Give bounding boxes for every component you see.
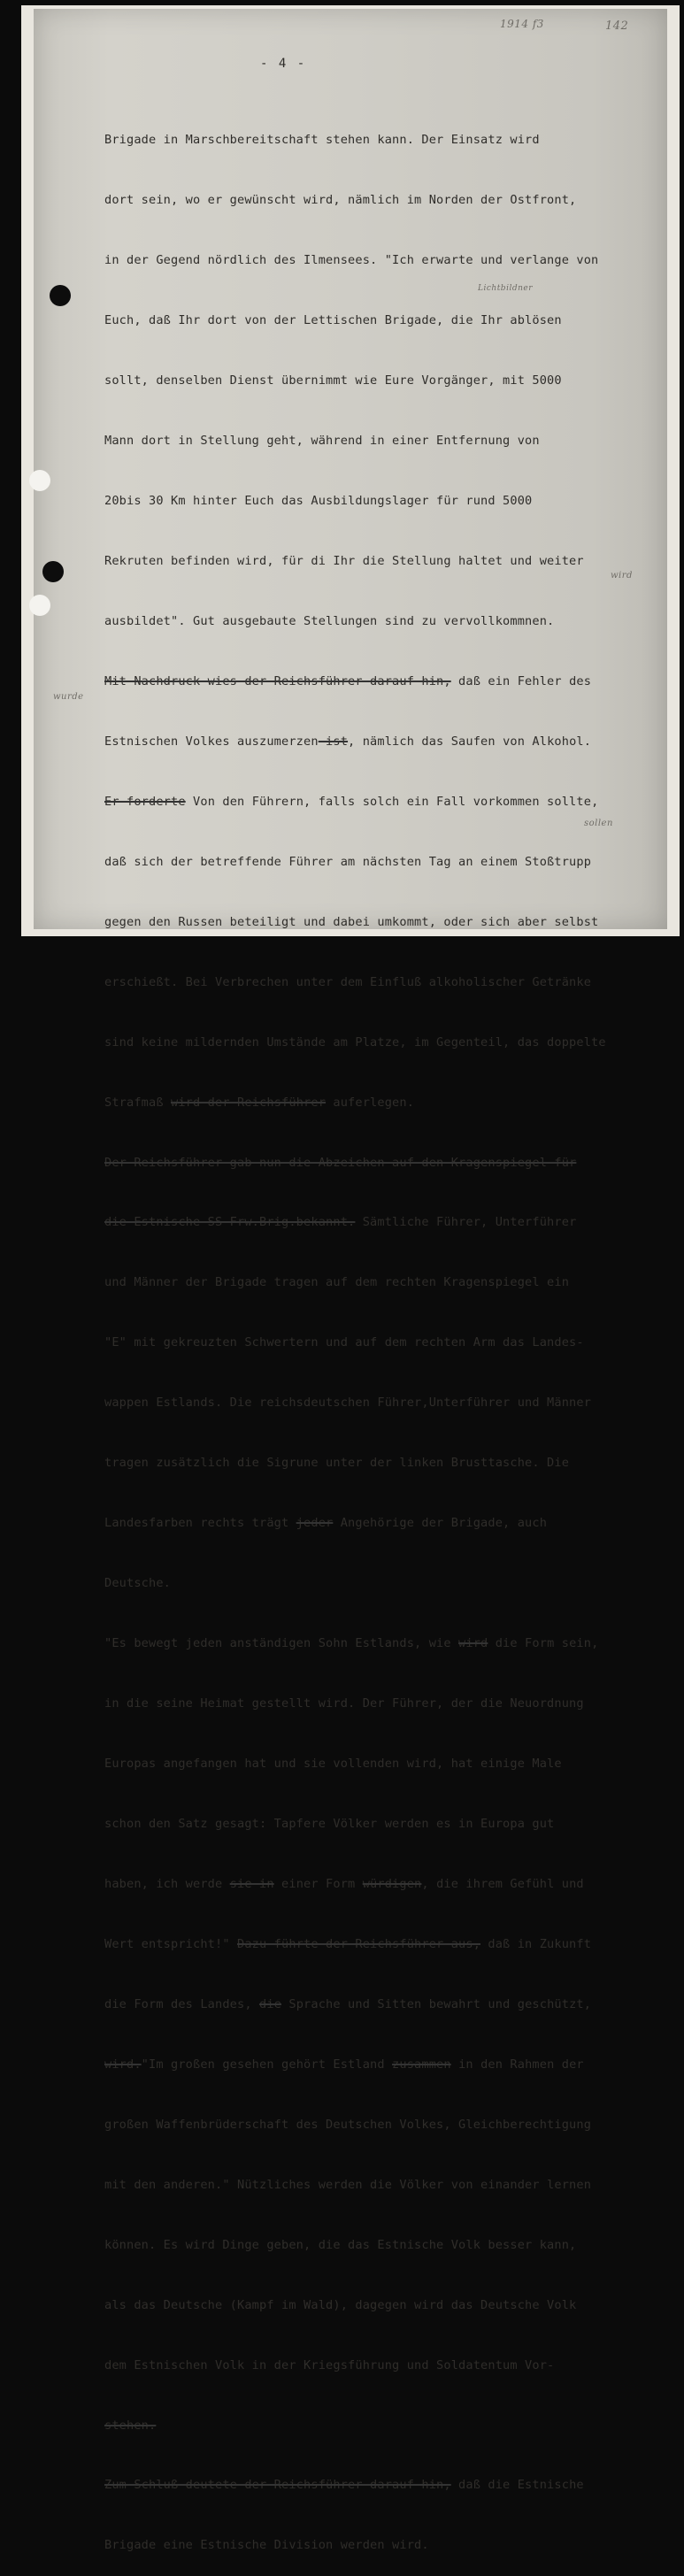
- text-line: [104, 1513, 653, 1534]
- struck-text: stehen.: [104, 2418, 157, 2433]
- struck-text: ist: [318, 734, 349, 749]
- struck-text: Mit Nachdruck wies der Reichsführer darauf hin,: [104, 673, 451, 688]
- text-line: großen Waffenbrüderschaft des Deutschen Volkes, Gleichberechtigung: [104, 2117, 592, 2132]
- text-line: dem Estnischen Volk in der Kriegsführung und Soldatentum Vor-: [104, 2357, 555, 2372]
- text-segment: auferlegen.: [326, 1095, 415, 1110]
- text-line: [104, 792, 653, 812]
- punch-hole-3: [42, 561, 64, 582]
- struck-text: Er forderte: [104, 794, 186, 809]
- text-line: wappen Estlands. Die reichsdeutschen Führer,Unterführer und Männer: [104, 1396, 592, 1411]
- text-segment: "Es bewegt jeden anständigen Sohn Estlands, wie: [104, 1636, 459, 1651]
- text-line: [104, 2475, 653, 2495]
- text-line: Euch, daß Ihr dort von der Lettischen Brigade, die Ihr ablösen: [104, 313, 562, 328]
- text-line: tragen zusätzlich die Sigrune unter der linken Brusttasche. Die: [104, 1456, 570, 1471]
- text-line: Rekruten befinden wird, für di Ihr die Stellung haltet und weiter: [104, 553, 584, 568]
- top-annotation-1: 1914 f3: [500, 18, 544, 30]
- struck-text: wird der Reichsführer: [171, 1095, 327, 1110]
- text-line: [104, 732, 653, 752]
- text-line: ausbildet". Gut ausgebaute Stellungen sind zu vervollkommnen.: [104, 613, 555, 628]
- struck-text: wird: [458, 1636, 488, 1651]
- text-line: [104, 1212, 653, 1233]
- text-line: [104, 1874, 653, 1895]
- struck-text: wird.: [104, 2057, 142, 2072]
- text-line: sind keine mildernden Umstände am Platze, im Gegenteil, das doppelte: [104, 1034, 606, 1050]
- text-line: [104, 1934, 653, 1955]
- text-segment: Estnischen Volkes auszumerzen: [104, 734, 319, 749]
- text-line: als das Deutsche (Kampf im Wald), dagegen wird das Deutsche Volk: [104, 2297, 577, 2312]
- margin-note: Lichtbildner: [478, 284, 534, 293]
- text-line: Brigade in Marschbereitschaft stehen kann. Der Einsatz wird: [104, 133, 540, 148]
- text-segment: in den Rahmen der: [450, 2057, 584, 2072]
- text-line: daß sich der betreffende Führer am nächsten Tag an einem Stoßtrupp: [104, 854, 592, 869]
- struck-text: Zum Schluß deutete der Reichsführer darauf hin,: [104, 2478, 451, 2493]
- text-line: in der Gegend nördlich des Ilmensees. "Ich erwarte und verlange von: [104, 253, 599, 268]
- top-annotation-2: 142: [605, 19, 629, 33]
- text-segment: daß die Estnische: [450, 2478, 584, 2493]
- struck-text: sie in: [229, 1876, 274, 1891]
- text-line: mit den anderen." Nützliches werden die Völker von einander lernen: [104, 2177, 592, 2192]
- text-segment: Von den Führern, falls solch ein Fall vorkommen sollte,: [185, 794, 599, 809]
- text-line: in die seine Heimat gestellt wird. Der Führer, der die Neuordnung: [104, 1696, 584, 1711]
- text-segment: haben, ich werde: [104, 1876, 230, 1891]
- text-line: können. Es wird Dinge geben, die das Estnische Volk besser kann,: [104, 2237, 577, 2252]
- struck-text: zusammen: [392, 2057, 451, 2072]
- text-segment: daß ein Fehler des: [450, 673, 592, 688]
- page-number: - 4 -: [260, 57, 307, 71]
- text-line: [104, 2055, 653, 2075]
- text-segment: Sprache und Sitten bewahrt und geschützt,: [281, 1996, 592, 2011]
- struck-text: würdigen: [362, 1876, 422, 1891]
- text-segment: Sämtliche Führer, Unterführer: [355, 1215, 577, 1230]
- text-line: erschießt. Bei Verbrechen unter dem Einfluß alkoholischer Getränke: [104, 974, 592, 989]
- text-segment: die Form des Landes,: [104, 1996, 260, 2011]
- struck-text: Der Reichsführer gab nun die Abzeichen auf den Kragenspiegel für: [104, 1155, 577, 1170]
- text-segment: "Im großen gesehen gehört Estland: [141, 2057, 393, 2072]
- text-line: [104, 1153, 653, 1173]
- text-line: Deutsche.: [104, 1576, 172, 1591]
- struck-text: Dazu führte der Reichsführer aus,: [237, 1936, 481, 1951]
- text-line: sollt, denselben Dienst übernimmt wie Eure Vorgänger, mit 5000: [104, 373, 562, 388]
- struck-text: jeder: [296, 1516, 334, 1531]
- text-segment: Strafmaß: [104, 1095, 172, 1110]
- letter-body: [104, 90, 653, 2576]
- text-segment: Wert entspricht!": [104, 1936, 238, 1951]
- text-segment: , die ihrem Gefühl und: [421, 1876, 584, 1891]
- text-segment: daß in Zukunft: [480, 1936, 592, 1951]
- struck-text: die Estnische SS-Frw.Brig.bekannt.: [104, 1215, 356, 1230]
- text-line: Europas angefangen hat und sie vollenden wird, hat einige Male: [104, 1757, 562, 1772]
- text-line: [104, 672, 653, 692]
- text-line: schon den Satz gesagt: Tapfere Völker werden es in Europa gut: [104, 1817, 555, 1831]
- text-line: Mann dort in Stellung geht, während in einer Entfernung von: [104, 434, 540, 449]
- text-line: Brigade eine Estnische Division werden wird.: [104, 2538, 429, 2553]
- margin-note: wurde: [53, 692, 84, 702]
- margin-note: wird: [611, 571, 633, 581]
- margin-note: sollen: [584, 819, 613, 828]
- punch-hole-1: [50, 285, 71, 306]
- text-line: [104, 1995, 653, 2015]
- text-segment: Angehörige der Brigade, auch: [333, 1516, 548, 1531]
- text-line: 20bis 30 Km hinter Euch das Ausbildungslager für rund 5000: [104, 494, 533, 509]
- text-line: und Männer der Brigade tragen auf dem rechten Kragenspiegel ein: [104, 1275, 570, 1290]
- text-segment: Landesfarben rechts trägt: [104, 1516, 296, 1531]
- text-line: [104, 1093, 653, 1113]
- text-line: [104, 2416, 653, 2436]
- text-segment: , nämlich das Saufen von Alkohol.: [348, 734, 592, 749]
- struck-text: die: [259, 1996, 282, 2011]
- punch-hole-4: [29, 595, 50, 616]
- text-line: "E" mit gekreuzten Schwertern und auf dem rechten Arm das Landes-: [104, 1335, 584, 1350]
- text-line: gegen den Russen beteiligt und dabei umkommt, oder sich aber selbst: [104, 914, 599, 929]
- text-line: [104, 1634, 653, 1654]
- punch-hole-2: [29, 470, 50, 491]
- text-segment: die Form sein,: [488, 1636, 599, 1651]
- text-line: dort sein, wo er gewünscht wird, nämlich im Norden der Ostfront,: [104, 193, 577, 208]
- text-segment: einer Form: [273, 1876, 363, 1891]
